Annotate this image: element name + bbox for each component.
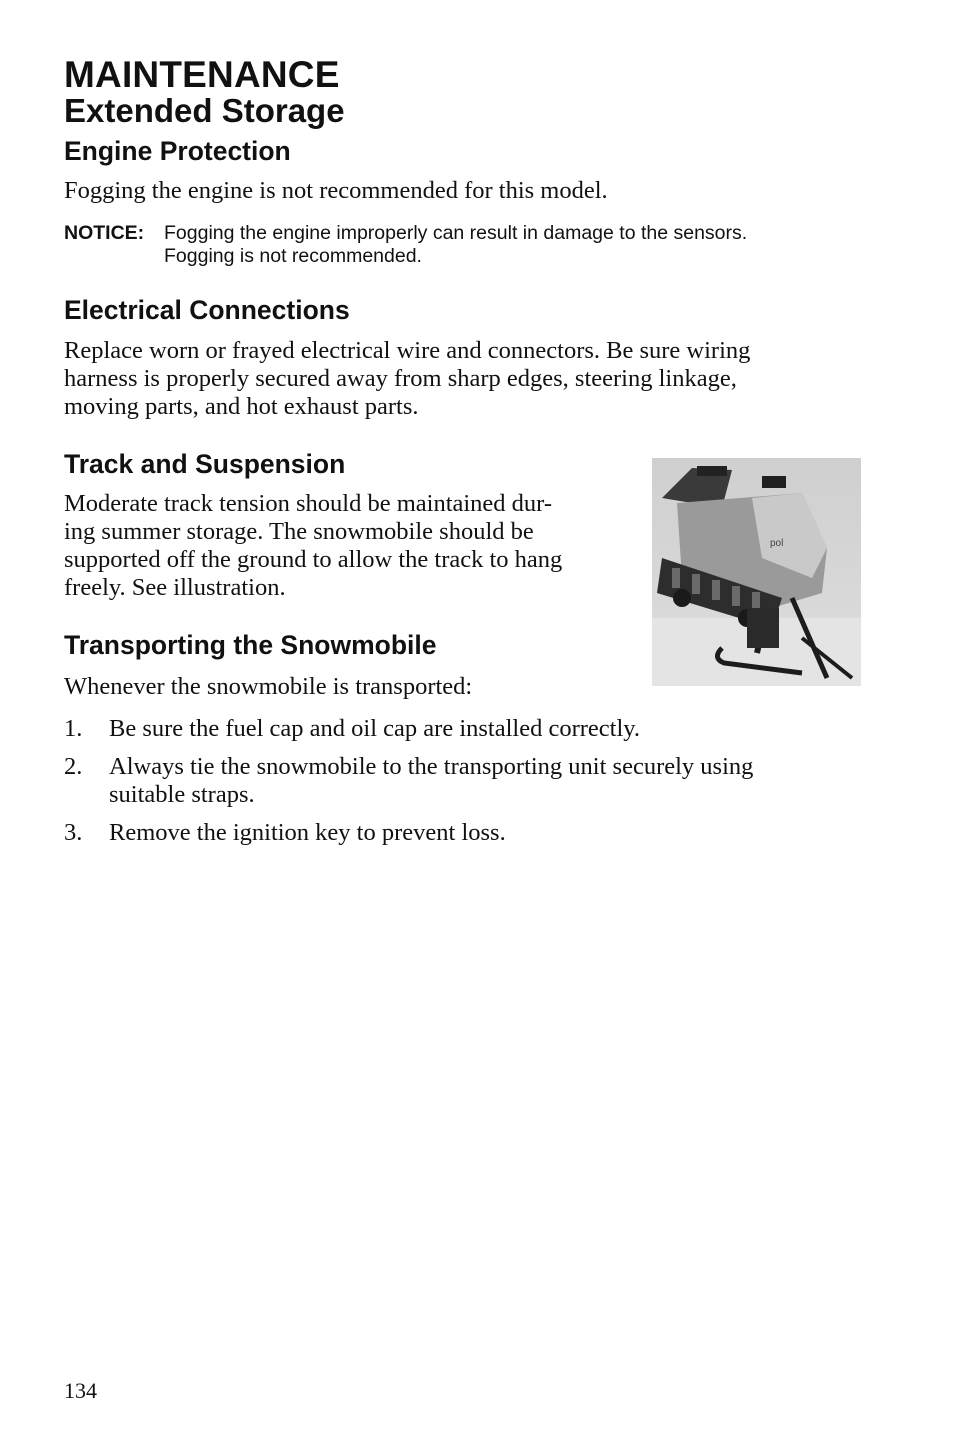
list-item-text: suitable straps.	[109, 781, 255, 808]
notice-text-line: Fogging is not recommended.	[164, 245, 422, 267]
text-line: moving parts, and hot exhaust parts.	[64, 393, 419, 420]
page-number: 134	[64, 1378, 97, 1403]
text-line: ing summer storage. The snowmobile should be	[64, 518, 534, 545]
track-suspension-heading: Track and Suspension	[64, 449, 346, 479]
engine-protection-heading: Engine Protection	[64, 136, 291, 166]
brand-mark: pol	[770, 538, 784, 549]
snowmobile-illustration	[652, 458, 861, 686]
list-item	[64, 753, 864, 809]
text-line: Moderate track tension should be maintained dur-	[64, 490, 553, 517]
transporting-intro: Whenever the snowmobile is transported:	[64, 673, 473, 700]
list-item-number: 2.	[64, 753, 83, 780]
notice-text-line: Fogging the engine improperly can result in damage to the sensors.	[164, 222, 748, 244]
snowmobile-stand-photo	[652, 458, 861, 686]
transporting-heading: Transporting the Snowmobile	[64, 630, 437, 660]
text-line: Replace worn or frayed electrical wire and connectors. Be sure wiring	[64, 337, 751, 364]
electrical-connections-text	[64, 337, 864, 421]
text-line: freely. See illustration.	[64, 574, 286, 601]
notice-label: NOTICE:	[64, 222, 145, 244]
list-item-text: Be sure the fuel cap and oil cap are installed correctly.	[109, 715, 641, 742]
list-item-number: 3.	[64, 819, 83, 846]
list-item-text: Remove the ignition key to prevent loss.	[109, 819, 506, 846]
chapter-title: MAINTENANCE	[64, 54, 340, 95]
text-line: supported off the ground to allow the track to hang	[64, 546, 563, 573]
list-item	[64, 715, 864, 743]
text-line: harness is properly secured away from sharp edges, steering linkage,	[64, 365, 737, 392]
transport-steps-list	[64, 715, 864, 847]
list-item-number: 1.	[64, 715, 83, 742]
list-item	[64, 819, 864, 847]
engine-protection-text: Fogging the engine is not recommended for this model.	[64, 177, 608, 204]
track-suspension-text	[64, 490, 644, 602]
list-item-text: Always tie the snowmobile to the transporting unit securely using	[109, 753, 754, 780]
section-title: Extended Storage	[64, 92, 345, 129]
electrical-connections-heading: Electrical Connections	[64, 295, 350, 325]
